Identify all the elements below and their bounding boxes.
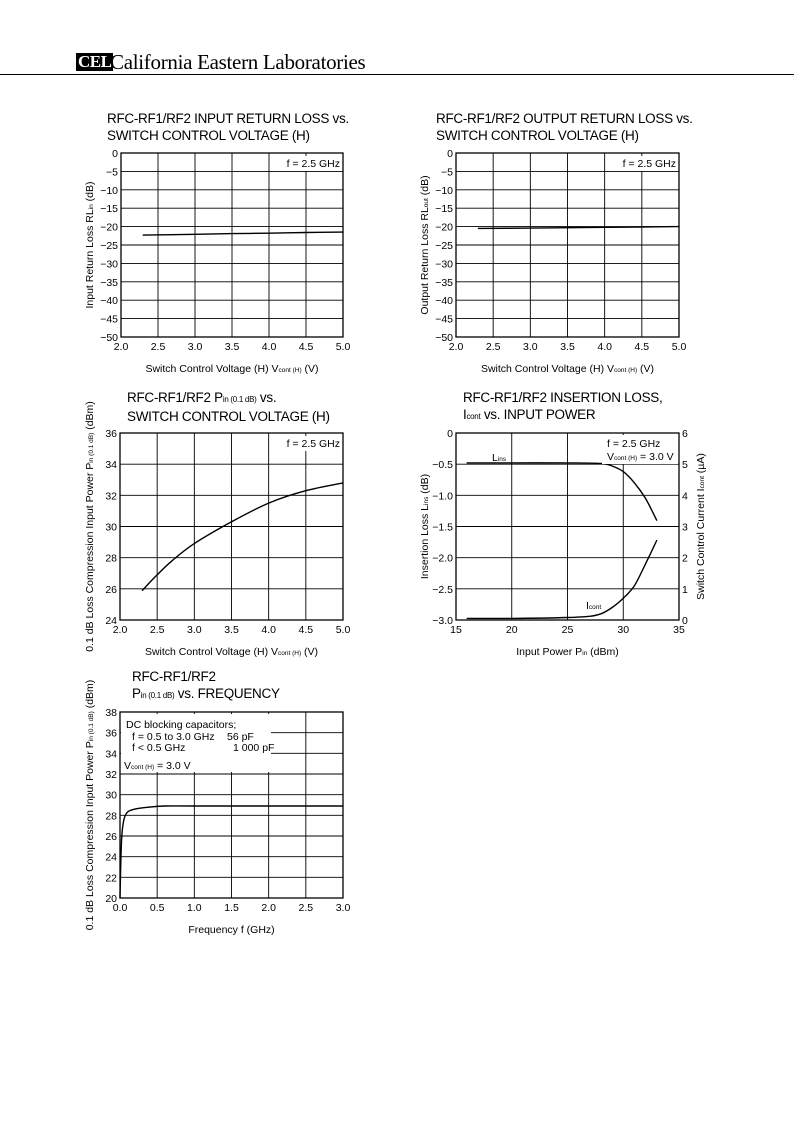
data-point [305,490,306,491]
data-point [600,463,601,464]
chart1 [84,148,350,375]
data-point [567,462,568,463]
series-label-icont-part: cont [588,604,602,611]
y-axis-label-part: Insertion Loss L [419,504,431,580]
data-point [305,232,306,233]
x-tick-label: 4.5 [634,341,650,353]
x-tick-label: 1.0 [187,902,202,914]
y-axis-label [84,401,96,652]
x-axis-label-part: cont (H) [278,367,302,374]
y-tick-label: 28 [105,810,117,823]
x-tick-label: 3.0 [523,341,538,353]
x-tick-label: 25 [561,624,574,636]
y-axis-label [84,680,96,931]
x-tick-label: 3.5 [224,341,240,353]
y-tick-label: −45 [435,313,453,326]
data-point [634,585,635,586]
y-right-tick-label: 6 [682,428,688,440]
annotation-frequency: f = 2.5 GHz [607,438,661,450]
x-tick-label: 20 [505,624,518,636]
x-axis-label-part: (dBm) [587,646,619,658]
y-right-tick-label: 2 [682,552,688,565]
data-point [143,235,144,236]
y-tick-label: −45 [100,313,118,326]
x-tick-label: 2.0 [113,341,129,353]
y-tick-label: 36 [105,727,117,740]
data-point [268,503,269,504]
y-tick-label: −15 [435,203,453,216]
x-axis-label [145,363,318,375]
x-tick-label: 3.0 [335,902,351,914]
y-tick-label: 24 [105,615,117,627]
chart3-title-line1: RFC-RF1/RF2 Pin (0.1 dB) vs. [127,390,277,405]
data-point [268,233,269,234]
y-right-tick-label: 1 [682,583,688,596]
y-tick-label: 32 [105,769,117,781]
data-point [511,618,512,619]
x-tick-label: 2.0 [112,624,128,636]
chart2 [419,148,686,375]
y-tick-label: −2.5 [432,583,453,596]
data-point [645,563,646,564]
x-tick-label: 2.5 [150,341,166,353]
y-tick-label: 32 [105,490,117,503]
x-tick-label: 3.0 [187,624,202,636]
x-tick-label: 2.0 [448,341,464,353]
annotation-frequency: f = 2.5 GHz [622,158,676,170]
data-point [164,805,165,806]
y-tick-label: 30 [105,789,117,802]
annotation-vcont-part: V [124,760,132,772]
data-point [467,462,468,463]
y-tick-label: 34 [105,459,117,472]
y-tick-label: −10 [435,184,453,197]
x-axis-label-part: Switch Control Voltage (H) V [144,646,279,658]
x-tick-label: 5.0 [335,624,351,636]
annotation-cap-high: 56 pF [227,731,254,743]
x-tick-label: 3.5 [560,341,575,353]
data-point [634,482,635,483]
y-tick-label: −15 [100,203,118,216]
annotation-vcont-part: = 3.0 V [637,451,674,463]
x-tick-label: 15 [450,624,462,636]
y-right-tick-label: 5 [682,459,688,472]
chart5-title-line1: RFC-RF1/RF2 [132,669,216,684]
data-point [612,607,613,608]
data-point [612,465,613,466]
data-point [194,234,195,235]
cel-logo: CEL [78,52,112,71]
annotation-vcont-part: V [607,451,615,463]
y-tick-label: 0 [112,148,118,160]
series-line-2 [467,541,657,619]
y-tick-label: −25 [100,240,118,252]
series-label-lins [492,452,507,464]
chart4 [419,428,707,658]
series-line-1 [143,232,343,235]
y-tick-label: 0 [447,428,453,440]
y-right-tick-label: 3 [682,521,688,534]
data-point [641,226,642,227]
x-tick-label: 3.5 [224,624,239,636]
data-point [678,226,679,227]
y-tick-label: 26 [105,831,117,843]
x-axis-label-part: Switch Control Voltage (H) V [480,363,615,375]
data-point [194,805,195,806]
x-axis-label [188,924,274,936]
data-point [194,543,195,544]
data-point [604,227,605,228]
y-tick-label: −20 [435,221,453,234]
data-point [268,805,269,806]
data-point [623,598,624,599]
x-tick-label: 4.0 [261,341,277,353]
y-axis-label-part: Input Return Loss RL [84,209,96,309]
y-axis-label-part: ins [423,496,430,505]
x-axis-label-part: (V) [301,363,319,375]
y-tick-label: 36 [105,428,117,440]
data-point [530,228,531,229]
y-tick-label: −30 [435,258,453,271]
x-axis-label-part: (V) [637,363,655,375]
x-axis-label-part: in [582,650,588,657]
chart2-title-line1: RFC-RF1/RF2 OUTPUT RETURN LOSS vs. [436,111,693,126]
data-point [123,820,124,821]
series-label-lins-part: ins [497,456,507,463]
x-tick-label: 0.5 [149,902,165,914]
data-point [645,498,646,499]
y-axis-label [84,181,96,308]
data-point [623,471,624,472]
y-axis-label-part: 0.1 dB Loss Compression Input Power P [84,462,96,652]
y-tick-label: 24 [105,851,117,864]
y-axis-right-label-part: cont [699,476,706,489]
annotation-dc-blocking: DC blocking capacitors; [126,719,237,731]
y-tick-label: −2.0 [432,552,453,565]
chart1-title-line2: SWITCH CONTROL VOLTAGE (H) [107,128,310,143]
y-tick-label: 20 [105,893,117,905]
y-tick-label: −25 [435,240,453,252]
y-axis-label [419,175,431,314]
x-tick-label: 4.0 [261,624,276,636]
series-label-lins-part: L [492,452,498,464]
y-tick-label: −20 [100,221,118,234]
y-axis-label-part: (dB) [419,175,431,199]
data-point [656,520,657,521]
data-point [231,233,232,234]
x-axis-label-part: Input Power P [516,646,583,658]
y-tick-label: −10 [100,184,118,197]
y-axis-label-part: (dBm) [84,401,96,433]
data-point [231,521,232,522]
x-tick-label: 4.0 [597,341,612,353]
x-tick-label: 30 [617,624,630,636]
x-tick-label: 4.5 [298,624,314,636]
y-axis-label-part: (dBm) [84,679,96,712]
y-tick-label: −5 [441,166,453,179]
chart5 [84,680,350,936]
x-tick-label: 2.0 [261,902,276,914]
annotation-freq-high: f = 0.5 to 3.0 GHz [132,731,215,743]
y-tick-label: −1.0 [432,490,453,503]
data-point [589,616,590,617]
chart3 [84,401,350,658]
y-tick-label: −5 [106,166,118,179]
data-point [467,618,468,619]
x-tick-label: 2.5 [149,624,165,636]
y-axis-label-part: in (0.1 dB) [88,432,95,463]
x-tick-label: 1.5 [224,902,239,914]
company-name: California Eastern Laboratories [110,50,366,74]
y-axis-label-part: (dB) [419,473,431,497]
y-tick-label: −50 [435,332,453,344]
x-axis-label-part: cont (H) [614,367,638,374]
y-tick-label: −30 [100,258,118,271]
data-point [119,897,120,898]
data-point [157,574,158,575]
y-tick-label: 28 [105,552,117,565]
y-tick-label: 0 [447,148,453,160]
y-tick-label: −35 [435,276,453,289]
y-tick-label: −40 [435,295,453,308]
y-axis-label-part: in (0.1 dB) [88,711,95,742]
data-point [121,841,122,842]
data-point [342,805,343,806]
y-axis-label-part: (dB) [84,181,96,205]
x-axis-label-part: (V) [301,646,319,658]
data-point [567,617,568,618]
data-point [127,812,128,813]
data-point [478,228,479,229]
y-tick-label: 26 [105,583,117,596]
y-tick-label: −0.5 [432,459,453,472]
x-tick-label: 5.0 [335,341,351,353]
x-axis-label [145,646,318,658]
x-tick-label: 3.0 [187,341,203,353]
y-tick-label: −35 [100,276,118,289]
annotation-vcont-part: cont (H) [614,455,638,462]
series-line-1 [142,483,343,591]
chart1-title-line1: RFC-RF1/RF2 INPUT RETURN LOSS vs. [107,111,349,126]
annotation-vcont-part: = 3.0 V [154,760,191,772]
x-axis-label-part: Switch Control Voltage (H) V [145,363,279,375]
y-axis-label-part: Output Return Loss RL [419,207,431,315]
chart5-title-line2: Pin (0.1 dB) vs. FREQUENCY [132,686,280,701]
y-tick-label: 34 [105,748,117,761]
series-line-1 [467,463,657,520]
y-right-tick-label: 4 [682,490,688,503]
data-point [142,590,143,591]
series-label-icont [586,600,601,612]
y-axis-right-label [695,453,707,600]
annotation-cap-low: 1 000 pF [233,742,275,754]
x-tick-label: 5.0 [671,341,687,353]
y-axis-label [419,474,431,579]
annotation-frequency: f = 2.5 GHz [286,438,340,450]
x-tick-label: 35 [673,624,685,636]
y-tick-label: −3.0 [432,615,453,627]
y-tick-label: 38 [105,707,117,719]
y-tick-label: 22 [105,872,117,885]
data-point [342,482,343,483]
y-right-tick-label: 0 [682,615,688,627]
annotation-vcont-part: cont (H) [131,764,155,771]
y-tick-label: 30 [105,521,117,534]
y-tick-label: −40 [100,295,118,308]
y-axis-right-label-part: Switch Control Current I [695,488,707,600]
x-axis-label-part: cont (H) [278,650,302,657]
chart2-title-line2: SWITCH CONTROL VOLTAGE (H) [436,128,639,143]
x-tick-label: 2.5 [485,341,501,353]
x-tick-label: 0.0 [112,902,128,914]
y-tick-label: −1.5 [432,521,453,534]
x-axis-label-part: Frequency f (GHz) [188,924,275,936]
x-tick-label: 4.5 [298,341,314,353]
x-axis-label [516,646,619,658]
data-point [600,613,601,614]
data-point [511,462,512,463]
y-tick-label: −50 [100,332,118,344]
data-point [656,540,657,541]
data-point [171,560,172,561]
x-axis-label [481,363,654,375]
data-point [149,807,150,808]
data-point [567,227,568,228]
chart4-title-line2: Icont vs. INPUT POWER [463,407,596,422]
y-axis-label-part: 0.1 dB Loss Compression Input Power P [84,741,96,931]
data-point [342,232,343,233]
annotation-frequency: f = 2.5 GHz [286,158,340,170]
x-tick-label: 2.5 [298,902,314,914]
y-axis-label-part: in [88,204,95,210]
chart4-title-line1: RFC-RF1/RF2 INSERTION LOSS, [463,390,663,405]
series-label-icont-part: I [586,600,589,612]
y-axis-label-part: out [423,198,430,208]
annotation-freq-low: f < 0.5 GHz [132,742,186,754]
y-axis-right-label-part: (µA) [695,453,707,477]
data-point [134,809,135,810]
chart3-title-line2: SWITCH CONTROL VOLTAGE (H) [127,409,330,424]
